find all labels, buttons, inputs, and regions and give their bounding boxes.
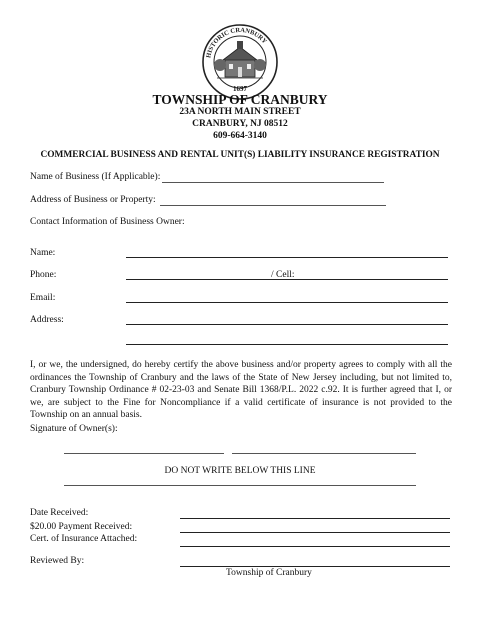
date-received-label: Date Received: <box>30 508 89 518</box>
cert-attached-label: Cert. of Insurance Attached: <box>30 534 138 544</box>
address-label: Address: <box>30 315 64 325</box>
header-phone: 609-664-3140 <box>213 131 267 141</box>
cert-attached-field[interactable] <box>180 546 450 547</box>
township-title: TOWNSHIP OF CRANBURY <box>152 92 328 107</box>
certification-text: I, or we, the undersigned, do hereby certify the above business and/or property agrees to comply with all the ordinances the Township of Cranbury and the laws of the State of New Jersey including, but not limited to, Cranbury Township Ordinance # 02-23-03 and Senate Bill 1368/P.L. 2022 c.92. It is further agreed that I, or we, are subject to the Fine for Noncompliance if a valid certificate of insurance is not provided to the Township on an annual basis. <box>30 360 452 420</box>
township-seal <box>201 23 279 101</box>
email-field[interactable] <box>126 302 448 303</box>
name-field[interactable] <box>126 257 448 258</box>
address-field-line1[interactable] <box>126 324 448 325</box>
business-address-field[interactable] <box>160 205 386 206</box>
signature-line-2[interactable] <box>232 453 416 454</box>
business-name-field[interactable] <box>162 182 384 183</box>
form-title: COMMERCIAL BUSINESS AND RENTAL UNIT(S) LIABILITY INSURANCE REGISTRATION <box>40 150 440 160</box>
township-caption: Township of Cranbury <box>226 568 312 578</box>
divider-line <box>64 485 416 486</box>
address-field-line2[interactable] <box>126 344 448 345</box>
seal-year: 1697 <box>233 85 247 93</box>
date-received-field[interactable] <box>180 518 450 519</box>
reviewed-by-field[interactable] <box>180 566 450 567</box>
do-not-write-notice: DO NOT WRITE BELOW THIS LINE <box>164 466 316 476</box>
seal-ring-text: HISTORIC CRANBURY <box>205 26 268 59</box>
name-label: Name: <box>30 248 56 258</box>
header-address-line1: 23A NORTH MAIN STREET <box>179 107 301 117</box>
payment-received-field[interactable] <box>180 532 450 533</box>
cell-label: / Cell: <box>271 270 295 280</box>
signature-line-1[interactable] <box>64 453 224 454</box>
reviewed-by-label: Reviewed By: <box>30 556 85 566</box>
svg-text:HISTORIC CRANBURY <box>205 27 268 59</box>
payment-received-label: $20.00 Payment Received: <box>30 522 133 532</box>
header-address-line2: CRANBURY, NJ 08512 <box>192 119 288 129</box>
contact-heading: Contact Information of Business Owner: <box>30 217 185 227</box>
email-label: Email: <box>30 293 56 303</box>
business-address-label: Address of Business or Property: <box>30 195 156 205</box>
business-name-label: Name of Business (If Applicable): <box>30 172 161 182</box>
phone-label: Phone: <box>30 270 57 280</box>
signature-label: Signature of Owner(s): <box>30 424 118 434</box>
